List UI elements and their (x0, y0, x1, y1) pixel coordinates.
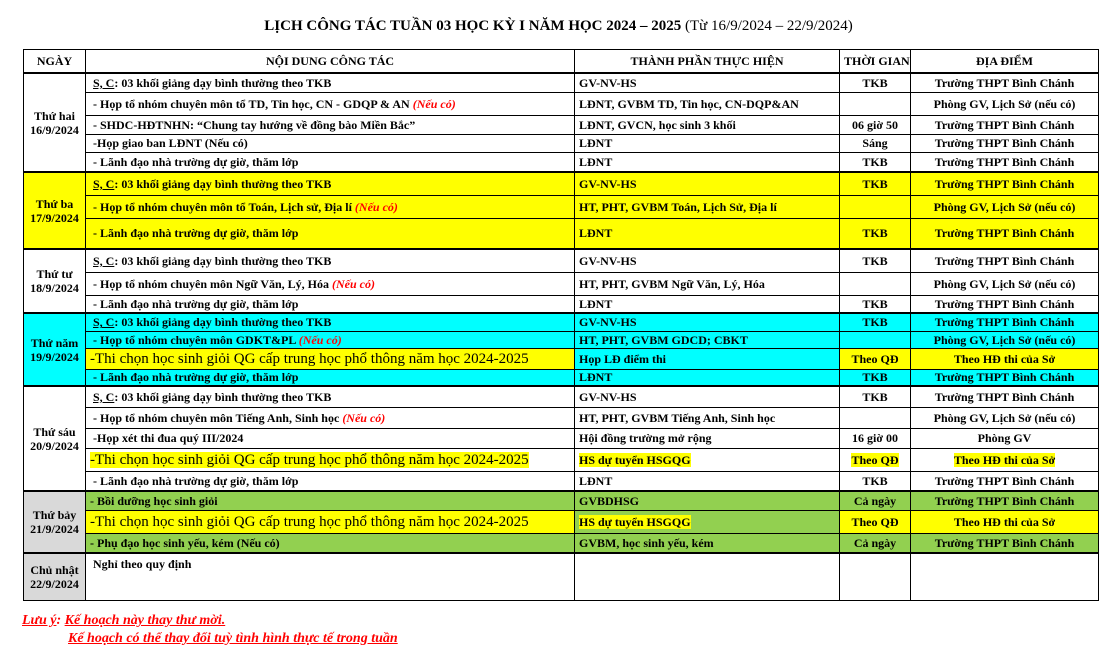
conditional-flag: (Nếu có) (332, 276, 375, 291)
content-cell: S, C: 03 khối giảng dạy bình thường theo TKB (86, 172, 575, 195)
day-cell-wednesday (24, 249, 86, 313)
content-cell: -Họp xét thi đua quý III/2024 (86, 428, 575, 448)
team-cell: HT, PHT, GVBM Ngữ Văn, Lý, Hóa (575, 272, 840, 295)
place-cell: Trường THPT Bình Chánh (911, 369, 1099, 386)
place-cell: Theo HĐ thi của Sở (911, 448, 1099, 471)
time-cell: Sáng (840, 134, 911, 152)
team-cell: HT, PHT, GVBM Toán, Lịch Sử, Địa lí (575, 195, 840, 218)
footnote: Lưu ý: Kế hoạch này thay thư mời. Kế hoạch có thể thay đổi tuỳ tình hình thực tế trong tuần (22, 613, 398, 646)
time-cell: Cả ngày (840, 533, 911, 553)
session-label: S, C (93, 389, 115, 404)
content-cell: -Họp giao ban LĐNT (Nếu có) (86, 134, 575, 152)
content-cell: - Lãnh đạo nhà trường dự giờ, thăm lớp (86, 369, 575, 386)
content-cell: - Lãnh đạo nhà trường dự giờ, thăm lớp (86, 295, 575, 313)
table-row (24, 195, 1099, 218)
day-name: Thứ hai (34, 108, 75, 123)
place-cell: Trường THPT Bình Chánh (911, 172, 1099, 195)
time-cell: TKB (840, 152, 911, 172)
table-row (24, 407, 1099, 428)
day-cell-monday (24, 73, 86, 172)
content-cell: - Phụ đạo học sinh yếu, kém (Nếu có) (86, 533, 575, 553)
note-line-2: Kế hoạch có thể thay đổi tuỳ tình hình thực tế trong tuần (68, 631, 398, 646)
team-cell: GVBDHSG (575, 491, 840, 510)
day-cell-saturday (24, 491, 86, 553)
day-name: Chủ nhật (30, 562, 79, 577)
place-cell: Phòng GV, Lịch Sở (nếu có) (911, 92, 1099, 115)
conditional-flag: (Nếu có) (354, 199, 398, 214)
content-cell: Nghỉ theo quy định (86, 553, 575, 600)
time-cell (840, 92, 911, 115)
title-main: LỊCH CÔNG TÁC TUẦN 03 HỌC KỲ I NĂM HỌC 2024 – 2025 (264, 18, 682, 34)
time-cell (840, 272, 911, 295)
place-cell: Trường THPT Bình Chánh (911, 115, 1099, 134)
time-cell: TKB (840, 369, 911, 386)
place-cell: Phòng GV, Lịch Sở (nếu có) (911, 331, 1099, 348)
team-cell: LĐNT, GVCN, học sinh 3 khối (575, 115, 840, 134)
title-date-range: (Từ 16/9/2024 – 22/9/2024) (685, 18, 853, 34)
place-cell: Trường THPT Bình Chánh (911, 249, 1099, 272)
content-cell: S, C: 03 khối giảng dạy bình thường theo TKB (86, 73, 575, 92)
conditional-flag: (Nếu có) (298, 332, 342, 347)
team-cell: HS dự tuyển HSGQG (575, 510, 840, 533)
time-cell: TKB (840, 218, 911, 249)
team-cell: LĐNT (575, 471, 840, 491)
day-cell-tuesday (24, 172, 86, 249)
content-cell: -Thi chọn học sinh giỏi QG cấp trung học phổ thông năm học 2024-2025 (86, 448, 575, 471)
table-row (24, 553, 1099, 600)
table-row (24, 348, 1099, 369)
page-title (0, 16, 1117, 36)
session-label: S, C (93, 176, 115, 191)
table-row (24, 533, 1099, 553)
time-cell (840, 331, 911, 348)
conditional-flag: (Nếu có) (412, 96, 456, 111)
content-cell: -Thi chọn học sinh giỏi QG cấp trung học phổ thông năm học 2024-2025 (86, 348, 575, 369)
header-time: THỜI GIAN (840, 50, 911, 74)
place-cell: Phòng GV, Lịch Sở (nếu có) (911, 407, 1099, 428)
day-name: Thứ tư (36, 267, 73, 281)
team-cell: Họp LĐ điểm thi (575, 348, 840, 369)
day-cell-friday (24, 386, 86, 491)
place-cell: Trường THPT Bình Chánh (911, 491, 1099, 510)
day-date: 21/9/2024 (30, 522, 79, 536)
time-cell (840, 553, 911, 600)
place-cell: Phòng GV, Lịch Sở (nếu có) (911, 272, 1099, 295)
place-cell: Trường THPT Bình Chánh (911, 313, 1099, 331)
day-name: Thứ sáu (33, 424, 76, 439)
header-team: THÀNH PHẦN THỰC HIỆN (575, 50, 840, 74)
place-cell: Trường THPT Bình Chánh (911, 533, 1099, 553)
content-cell: - Bồi dưỡng học sinh giỏi (86, 491, 575, 510)
content-cell: S, C: 03 khối giảng dạy bình thường theo TKB (86, 249, 575, 272)
day-date: 17/9/2024 (30, 210, 79, 225)
table-row (24, 295, 1099, 313)
day-name: Thứ bảy (32, 508, 77, 522)
table-row (24, 218, 1099, 249)
time-cell: TKB (840, 386, 911, 407)
time-cell: Theo QĐ (840, 348, 911, 369)
time-cell: Theo QĐ (840, 510, 911, 533)
team-cell: GVBM, học sinh yếu, kém (575, 533, 840, 553)
content-cell: - Lãnh đạo nhà trường dự giờ, thăm lớp (86, 218, 575, 249)
time-cell: TKB (840, 471, 911, 491)
team-cell: LĐNT (575, 295, 840, 313)
header-content: NỘI DUNG CÔNG TÁC (86, 50, 575, 74)
table-row (24, 172, 1099, 195)
place-cell: Trường THPT Bình Chánh (911, 471, 1099, 491)
content-cell: - Họp tổ nhóm chuyên môn tổ Toán, Lịch sử, Địa lí (Nếu có) (86, 195, 575, 218)
day-name: Thứ năm (30, 335, 79, 350)
time-cell: 06 giờ 50 (840, 115, 911, 134)
content-cell: - Lãnh đạo nhà trường dự giờ, thăm lớp (86, 152, 575, 172)
content-cell: - Họp tổ nhóm chuyên môn Ngữ Văn, Lý, Hóa (Nếu có) (86, 272, 575, 295)
table-row (24, 73, 1099, 92)
place-cell: Theo HĐ thi của Sở (911, 348, 1099, 369)
place-cell: Trường THPT Bình Chánh (911, 134, 1099, 152)
table-row (24, 428, 1099, 448)
day-date: 18/9/2024 (30, 281, 79, 295)
time-cell: TKB (840, 249, 911, 272)
place-cell: Phòng GV (911, 428, 1099, 448)
table-row (24, 92, 1099, 115)
team-cell: LĐNT (575, 134, 840, 152)
team-cell: LĐNT (575, 369, 840, 386)
team-cell: LĐNT (575, 152, 840, 172)
table-row (24, 115, 1099, 134)
team-cell: GV-NV-HS (575, 172, 840, 195)
team-cell: HT, PHT, GVBM Tiếng Anh, Sinh học (575, 407, 840, 428)
note-line-1: Kế hoạch này thay thư mời. (64, 613, 226, 628)
table-row (24, 510, 1099, 533)
place-cell: Trường THPT Bình Chánh (911, 386, 1099, 407)
place-cell: Theo HĐ thi của Sở (911, 510, 1099, 533)
team-cell: LĐNT, GVBM TD, Tin học, CN-DQP&AN (575, 92, 840, 115)
time-cell (840, 195, 911, 218)
table-row (24, 386, 1099, 407)
session-label: S, C (93, 75, 115, 90)
day-date: 16/9/2024 (30, 122, 79, 137)
place-cell (911, 553, 1099, 600)
table-row (24, 313, 1099, 331)
time-cell: Theo QĐ (840, 448, 911, 471)
note-label: Lưu ý (22, 613, 57, 628)
day-cell-sunday (24, 553, 86, 600)
day-date: 20/9/2024 (30, 438, 79, 453)
content-cell: - SHDC-HĐTNHN: “Chung tay hướng về đồng bào Miền Bắc” (86, 115, 575, 134)
time-cell: TKB (840, 313, 911, 331)
header-place: ĐỊA ĐIỂM (911, 50, 1099, 74)
time-cell: Cả ngày (840, 491, 911, 510)
day-name: Thứ ba (35, 196, 74, 211)
team-cell: GV-NV-HS (575, 249, 840, 272)
header-row (24, 50, 1099, 74)
team-cell: HT, PHT, GVBM GDCD; CBKT (575, 331, 840, 348)
content-cell: -Thi chọn học sinh giỏi QG cấp trung học phổ thông năm học 2024-2025 (86, 510, 575, 533)
table-row (24, 491, 1099, 510)
content-cell: - Họp tổ nhóm chuyên môn GDKT&PL (Nếu có) (86, 331, 575, 348)
content-cell: - Lãnh đạo nhà trường dự giờ, thăm lớp (86, 471, 575, 491)
day-date: 22/9/2024 (30, 576, 79, 591)
content-cell: - Họp tổ nhóm chuyên môn Tiếng Anh, Sinh học (Nếu có) (86, 407, 575, 428)
content-cell: S, C: 03 khối giảng dạy bình thường theo TKB (86, 386, 575, 407)
session-label: S, C (93, 315, 115, 330)
table-row (24, 249, 1099, 272)
table-row (24, 471, 1099, 491)
time-cell (840, 407, 911, 428)
team-cell: GV-NV-HS (575, 313, 840, 331)
place-cell: Trường THPT Bình Chánh (911, 152, 1099, 172)
table-row (24, 331, 1099, 348)
team-cell: LĐNT (575, 218, 840, 249)
schedule-table (23, 49, 1099, 601)
content-cell: S, C: 03 khối giảng dạy bình thường theo TKB (86, 313, 575, 331)
time-cell: TKB (840, 172, 911, 195)
table-row (24, 369, 1099, 386)
table-row (24, 272, 1099, 295)
header-day: NGÀY (24, 50, 86, 74)
table-row (24, 134, 1099, 152)
place-cell: Trường THPT Bình Chánh (911, 73, 1099, 92)
place-cell: Phòng GV, Lịch Sở (nếu có) (911, 195, 1099, 218)
team-cell: GV-NV-HS (575, 386, 840, 407)
session-label: S, C (93, 253, 115, 268)
time-cell: TKB (840, 295, 911, 313)
place-cell: Trường THPT Bình Chánh (911, 295, 1099, 313)
content-cell: - Họp tổ nhóm chuyên môn tổ TD, Tin học, CN - GDQP & AN (Nếu có) (86, 92, 575, 115)
team-cell: HS dự tuyển HSGQG (575, 448, 840, 471)
conditional-flag: (Nếu có) (342, 410, 386, 425)
team-cell: GV-NV-HS (575, 73, 840, 92)
time-cell: 16 giờ 00 (840, 428, 911, 448)
team-cell: Hội đồng trường mở rộng (575, 428, 840, 448)
table-row (24, 448, 1099, 471)
table-row (24, 152, 1099, 172)
day-cell-thursday (24, 313, 86, 386)
day-date: 19/9/2024 (30, 349, 79, 364)
place-cell: Trường THPT Bình Chánh (911, 218, 1099, 249)
team-cell (575, 553, 840, 600)
time-cell: TKB (840, 73, 911, 92)
